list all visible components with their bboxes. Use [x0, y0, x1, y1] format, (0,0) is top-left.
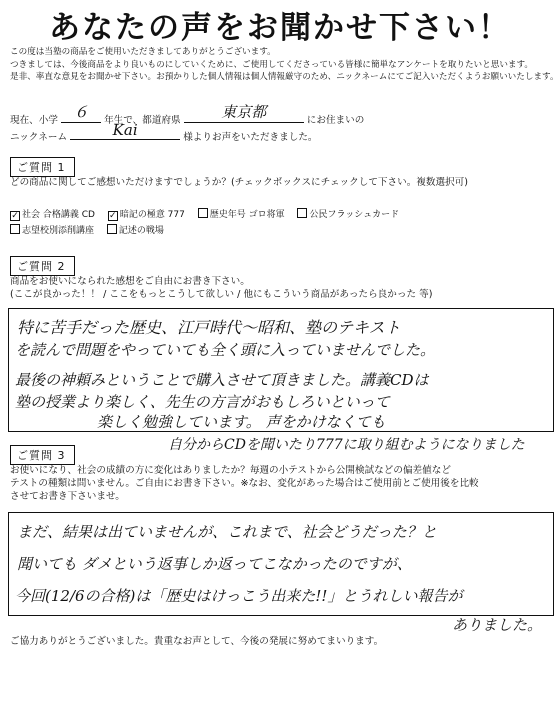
answer-box-2[interactable]	[8, 308, 554, 432]
intro-text	[10, 46, 559, 84]
product-checklist	[10, 207, 409, 239]
profile-line	[10, 103, 365, 126]
nickname-field	[70, 121, 180, 140]
grade-value: ６	[73, 103, 89, 121]
question-3-line: お使いになり、社会の成績の方に変化はありましたか？毎週の小テストから公開検試などの偏差値など	[10, 465, 451, 476]
prefecture-field	[184, 103, 304, 123]
option-correction-course[interactable]	[10, 226, 94, 236]
question-2-text	[10, 275, 432, 301]
option-history-years[interactable]	[198, 210, 285, 220]
checkbox-icon[interactable]	[10, 224, 20, 234]
checkbox-icon[interactable]	[297, 208, 307, 218]
page-title: あなたの声をお聞かせ下さい！	[49, 10, 511, 46]
option-memory-777[interactable]	[108, 210, 185, 220]
question-2-line: (ここが良かった！！ / ここをもっとこうして欲しい / 他にもこういう商品があったら良かった 等)	[10, 289, 433, 300]
checkbox-checked-icon[interactable]: ✓	[109, 211, 117, 221]
footer-text: ご協力ありがとうございました。貴重なお声として、今後の発展に努めてまいります。	[10, 636, 384, 647]
intro-line: 是非、率直な意見をお聞かせ下さい。お預かりした個人情報は個人情報厳守のため、ニックネームにてご記入いただくようお願いいたします。	[10, 72, 559, 83]
option-label: 歴史年号 ゴロ将軍	[209, 210, 285, 220]
profile-prefix: 現在、小学	[10, 115, 58, 126]
checkbox-icon[interactable]	[107, 224, 117, 234]
option-label: 公民フラッシュカード	[309, 210, 400, 220]
checklist-row	[10, 207, 409, 223]
question-1-text: どの商品に関してご感想いただけますでしょうか？(チェックボックスにチェックして下さい。複数選択可)	[10, 177, 469, 188]
question-3-label: ご質問 3	[10, 445, 75, 465]
option-civics-cards[interactable]	[297, 210, 399, 220]
answer-box-3[interactable]	[8, 512, 554, 616]
intro-line: この度は当塾の商品をご使用いただきましてありがとうございます。	[10, 47, 276, 57]
nickname-suffix: 様よりお声をいただきました。	[183, 132, 318, 143]
grade-suffix: 年生で、都道府県	[104, 115, 181, 126]
prefecture-value: 東京都	[221, 103, 267, 121]
question-2-line: 商品をお使いになられた感想をご自由にお書き下さい。	[10, 276, 250, 287]
intro-line: つきましては、今後商品をより良いものにしていくために、ご使用してくださっている皆様に簡単なアンケートを取りたいと思います。	[10, 59, 534, 70]
handwritten-line: 塾の授業より楽しく、先生の方言がおもしろいといって	[15, 393, 390, 411]
option-label: 社会 合格講義 CD	[22, 210, 95, 220]
nickname-line	[10, 121, 318, 143]
handwritten-line: を読んで問題をやっていても全く頭に入っていませんでした。	[15, 341, 436, 359]
option-writing-battle[interactable]	[107, 226, 164, 236]
nickname-value: Kai	[112, 121, 138, 139]
checkbox-checked-icon[interactable]: ✓	[11, 211, 19, 221]
handwritten-line: ありました。	[452, 616, 543, 634]
question-3-line: テストの種類は問いません。ご自由にお書き下さい。※なお、変化があった場合はご使用前とご使用後を比較	[10, 478, 479, 489]
option-social-cd[interactable]	[10, 210, 95, 220]
prefecture-suffix: にお住まいの	[306, 115, 365, 126]
handwritten-line: 自分からCDを聞いたり777に取り組むようになりました	[168, 437, 525, 453]
handwritten-line: 楽しく勉強しています。 声をかけなくても	[97, 413, 386, 431]
question-2-label: ご質問 2	[10, 256, 75, 276]
handwritten-line: 今回(12/6の合格)は「歴史はけっこう出来た!!」とうれしい報告が	[15, 587, 463, 605]
question-1-label: ご質問 1	[10, 157, 75, 177]
handwritten-line: 最後の神頼みということで購入させて頂きました。講義CDは	[15, 371, 429, 389]
handwritten-line: まだ、結果は出ていませんが、これまで、社会どうだった？と	[17, 523, 437, 541]
handwritten-line: 特に苦手だった歴史、江戸時代〜昭和、塾のテキスト	[17, 318, 401, 337]
option-label: 暗記の極意 777	[119, 210, 185, 220]
option-label: 志望校別添削講座	[22, 226, 95, 236]
question-3-text	[10, 464, 479, 503]
nickname-label: ニックネーム	[10, 132, 68, 143]
handwritten-line: 聞いても ダメという返事しか返ってこなかったのですが、	[17, 555, 412, 573]
question-3-line: させてお書き下さいませ。	[10, 491, 125, 502]
checklist-row	[10, 223, 409, 239]
option-label: 記述の戦場	[118, 226, 164, 236]
checkbox-icon[interactable]	[198, 208, 208, 218]
